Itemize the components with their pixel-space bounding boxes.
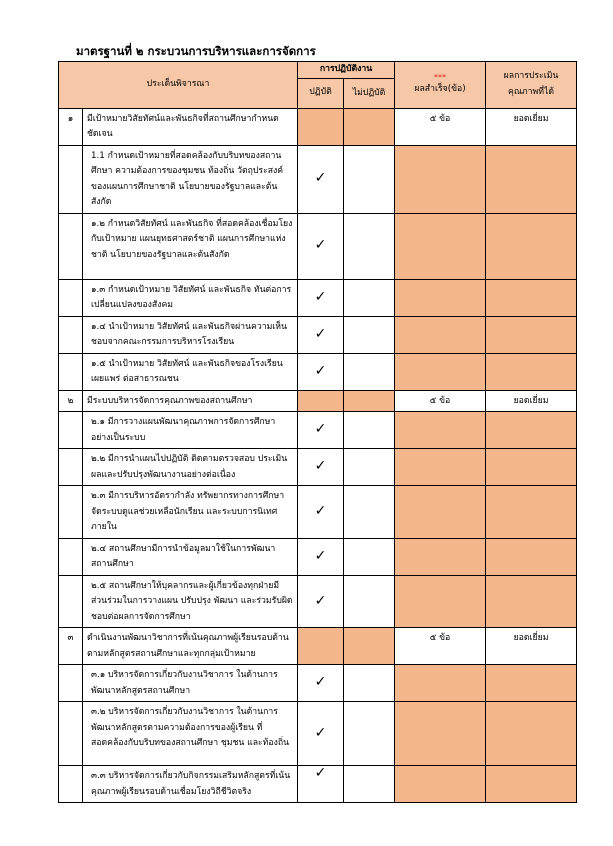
result-cell [395, 145, 486, 213]
result-cell: ๕ ข้อ [395, 390, 486, 412]
section-number: ๒ [59, 390, 83, 412]
item-text: ๒.๒ มีการนำแผนไปปฏิบัติ ติดตามตรวจสอบ ประเมินผลและปรับปรุงพัฒนางานอย่างต่อเนื่อง [83, 449, 298, 486]
not-practice-cell [344, 108, 395, 145]
section-topic: ดำเนินงานพัฒนาวิชาการที่เน้นคุณภาพผู้เรียนรอบด้านตามหลักสูตรสถานศึกษาและทุกกลุ่มเป้าหมาย [83, 628, 298, 665]
section-number: ๓ [59, 628, 83, 665]
section-topic: มีระบบบริหารจัดการคุณภาพของสถานศึกษา [83, 390, 298, 412]
assessment-table [58, 61, 577, 803]
item-row [59, 575, 577, 628]
practice-cell [298, 390, 344, 412]
quality-cell: ยอดเยี่ยม [486, 390, 577, 412]
result-cell [395, 538, 486, 575]
header-practice: ปฏิบัติ [298, 78, 344, 108]
quality-cell [486, 486, 577, 539]
item-row [59, 538, 577, 575]
quality-cell [486, 279, 577, 316]
check-icon: ✓ [298, 665, 344, 702]
result-cell [395, 353, 486, 390]
not-practice-cell [344, 766, 395, 803]
not-practice-cell [344, 702, 395, 766]
item-text: ๑.๓ กำหนดเป้าหมาย วิสัยทัศน์ และพันธกิจ ทันต่อการเปลี่ยนแปลงของสังคม [83, 279, 298, 316]
quality-cell [486, 412, 577, 449]
quality-cell [486, 316, 577, 353]
result-cell [395, 766, 486, 803]
practice-cell [298, 108, 344, 145]
item-text: ๑.๔ นำเป้าหมาย วิสัยทัศน์ และพันธกิจผ่านความเห็นชอบจากคณะกรรมการบริหารโรงเรียน [83, 316, 298, 353]
not-practice-cell [344, 486, 395, 539]
item-row [59, 316, 577, 353]
item-text: ๒.๓ มีการบริหารอัตรากำลัง ทรัพยากรทางการศึกษา จัดระบบดูแลช่วยเหลือนักเรียน และระบบการนิเทศภายใน [83, 486, 298, 539]
check-icon: ✓ [298, 279, 344, 316]
check-icon: ✓ [298, 449, 344, 486]
quality-cell [486, 353, 577, 390]
header-result-stars: *** [434, 72, 447, 82]
check-icon: ✓ [298, 702, 344, 766]
check-icon: ✓ [298, 213, 344, 279]
quality-cell [486, 702, 577, 766]
header-practice-group: การปฏิบัติงาน [298, 62, 395, 79]
page-title: มาตรฐานที่ ๒ กระบวนการบริหารและการจัดการ [76, 44, 316, 58]
check-icon: ✓ [298, 766, 344, 803]
check-icon: ✓ [298, 316, 344, 353]
item-text: ๒.๑ มีการวางแผนพัฒนาคุณภาพการจัดการศึกษาอย่างเป็นระบบ [83, 412, 298, 449]
item-row [59, 766, 577, 803]
quality-cell [486, 665, 577, 702]
not-practice-cell [344, 316, 395, 353]
result-cell [395, 702, 486, 766]
header-not-practice: ไม่ปฏิบัติ [344, 78, 395, 108]
item-row [59, 279, 577, 316]
section-row [59, 390, 577, 412]
item-row [59, 353, 577, 390]
check-icon: ✓ [298, 575, 344, 628]
quality-cell [486, 766, 577, 803]
not-practice-cell [344, 145, 395, 213]
not-practice-cell [344, 353, 395, 390]
header-result-label: ผลสำเร็จ(ข้อ) [414, 83, 466, 94]
section-number: ๑ [59, 108, 83, 145]
result-cell [395, 316, 486, 353]
quality-cell [486, 145, 577, 213]
item-row [59, 665, 577, 702]
result-cell: ๕ ข้อ [395, 628, 486, 665]
result-cell: ๕ ข้อ [395, 108, 486, 145]
quality-cell [486, 575, 577, 628]
item-text: ๓.๑ บริหารจัดการเกี่ยวกับงานวิชาการ ในด้านการพัฒนาหลักสูตรสถานศึกษา [83, 665, 298, 702]
not-practice-cell [344, 538, 395, 575]
section-topic: มีเป้าหมายวิสัยทัศน์และพันธกิจที่สถานศึกษากำหนดชัดเจน [83, 108, 298, 145]
check-icon: ✓ [298, 538, 344, 575]
check-icon: ✓ [298, 145, 344, 213]
item-row [59, 486, 577, 539]
not-practice-cell [344, 575, 395, 628]
check-icon: ✓ [298, 353, 344, 390]
result-cell [395, 665, 486, 702]
not-practice-cell [344, 628, 395, 665]
item-row [59, 412, 577, 449]
item-row [59, 702, 577, 766]
item-text: ๑.๕ นำเป้าหมาย วิสัยทัศน์ และพันธกิจของโรงเรียนเผยแพร่ ต่อสาธารณชน [83, 353, 298, 390]
header-result [395, 62, 486, 109]
item-text: ๒.๔ สถานศึกษามีการนำข้อมูลมาใช้ในการพัฒนาสถานศึกษา [83, 538, 298, 575]
result-cell [395, 486, 486, 539]
item-text: ๒.๕ สถานศึกษาให้บุคลากรและผู้เกี่ยวข้องทุกฝ่ายมีส่วนร่วมในการวางแผน ปรับปรุง พัฒนา และร่วมรับผิดชอบต่อผลการจัดการศึกษา [83, 575, 298, 628]
result-cell [395, 575, 486, 628]
quality-cell [486, 538, 577, 575]
result-cell [395, 412, 486, 449]
section-row [59, 108, 577, 145]
quality-cell: ยอดเยี่ยม [486, 108, 577, 145]
not-practice-cell [344, 213, 395, 279]
not-practice-cell [344, 449, 395, 486]
item-text: ๓.๓ บริหารจัดการเกี่ยวกับกิจกรรมเสริมหลักสูตรที่เน้นคุณภาพผู้เรียนรอบด้านเชื่อมโยงวิถีชีวิตจริง [83, 766, 298, 803]
item-text: ๑.๒ กำหนดวิสัยทัศน์ และพันธกิจ ที่สอดคล้องเชื่อมโยงกับเป้าหมาย แผนยุทธศาสตร์ชาติ แผนการศึกษาแห่งชาติ นโยบายของรัฐบาลและต้นสังกัด [83, 213, 298, 279]
not-practice-cell [344, 390, 395, 412]
not-practice-cell [344, 412, 395, 449]
check-icon: ✓ [298, 486, 344, 539]
section-row [59, 628, 577, 665]
item-row [59, 213, 577, 279]
quality-cell: ยอดเยี่ยม [486, 628, 577, 665]
item-row [59, 145, 577, 213]
check-icon: ✓ [298, 412, 344, 449]
result-cell [395, 279, 486, 316]
header-quality: ผลการประเมินคุณภาพที่ได้ [486, 62, 577, 109]
practice-cell [298, 628, 344, 665]
quality-cell [486, 449, 577, 486]
header-topic: ประเด็นพิจารณา [59, 62, 298, 109]
quality-cell [486, 213, 577, 279]
item-text: ๓.๒ บริหารจัดการเกี่ยวกับงานวิชาการ ในด้านการพัฒนาหลักสูตรตามความต้องการของผู้เรียน ที่สอดคล้องกับบริบทของสถานศึกษา ชุมชน และท้องถิ่น [83, 702, 298, 766]
result-cell [395, 213, 486, 279]
not-practice-cell [344, 279, 395, 316]
item-row [59, 449, 577, 486]
not-practice-cell [344, 665, 395, 702]
item-text: 1.1 กำหนดเป้าหมายที่สอดคล้องกับบริบทของสถานศึกษา ความต้องการของชุมชน ท้องถิ่น วัตถุประสงค์ของแผนการศึกษาชาติ นโยบายของรัฐบาลและต้นสังกัด [83, 145, 298, 213]
result-cell [395, 449, 486, 486]
